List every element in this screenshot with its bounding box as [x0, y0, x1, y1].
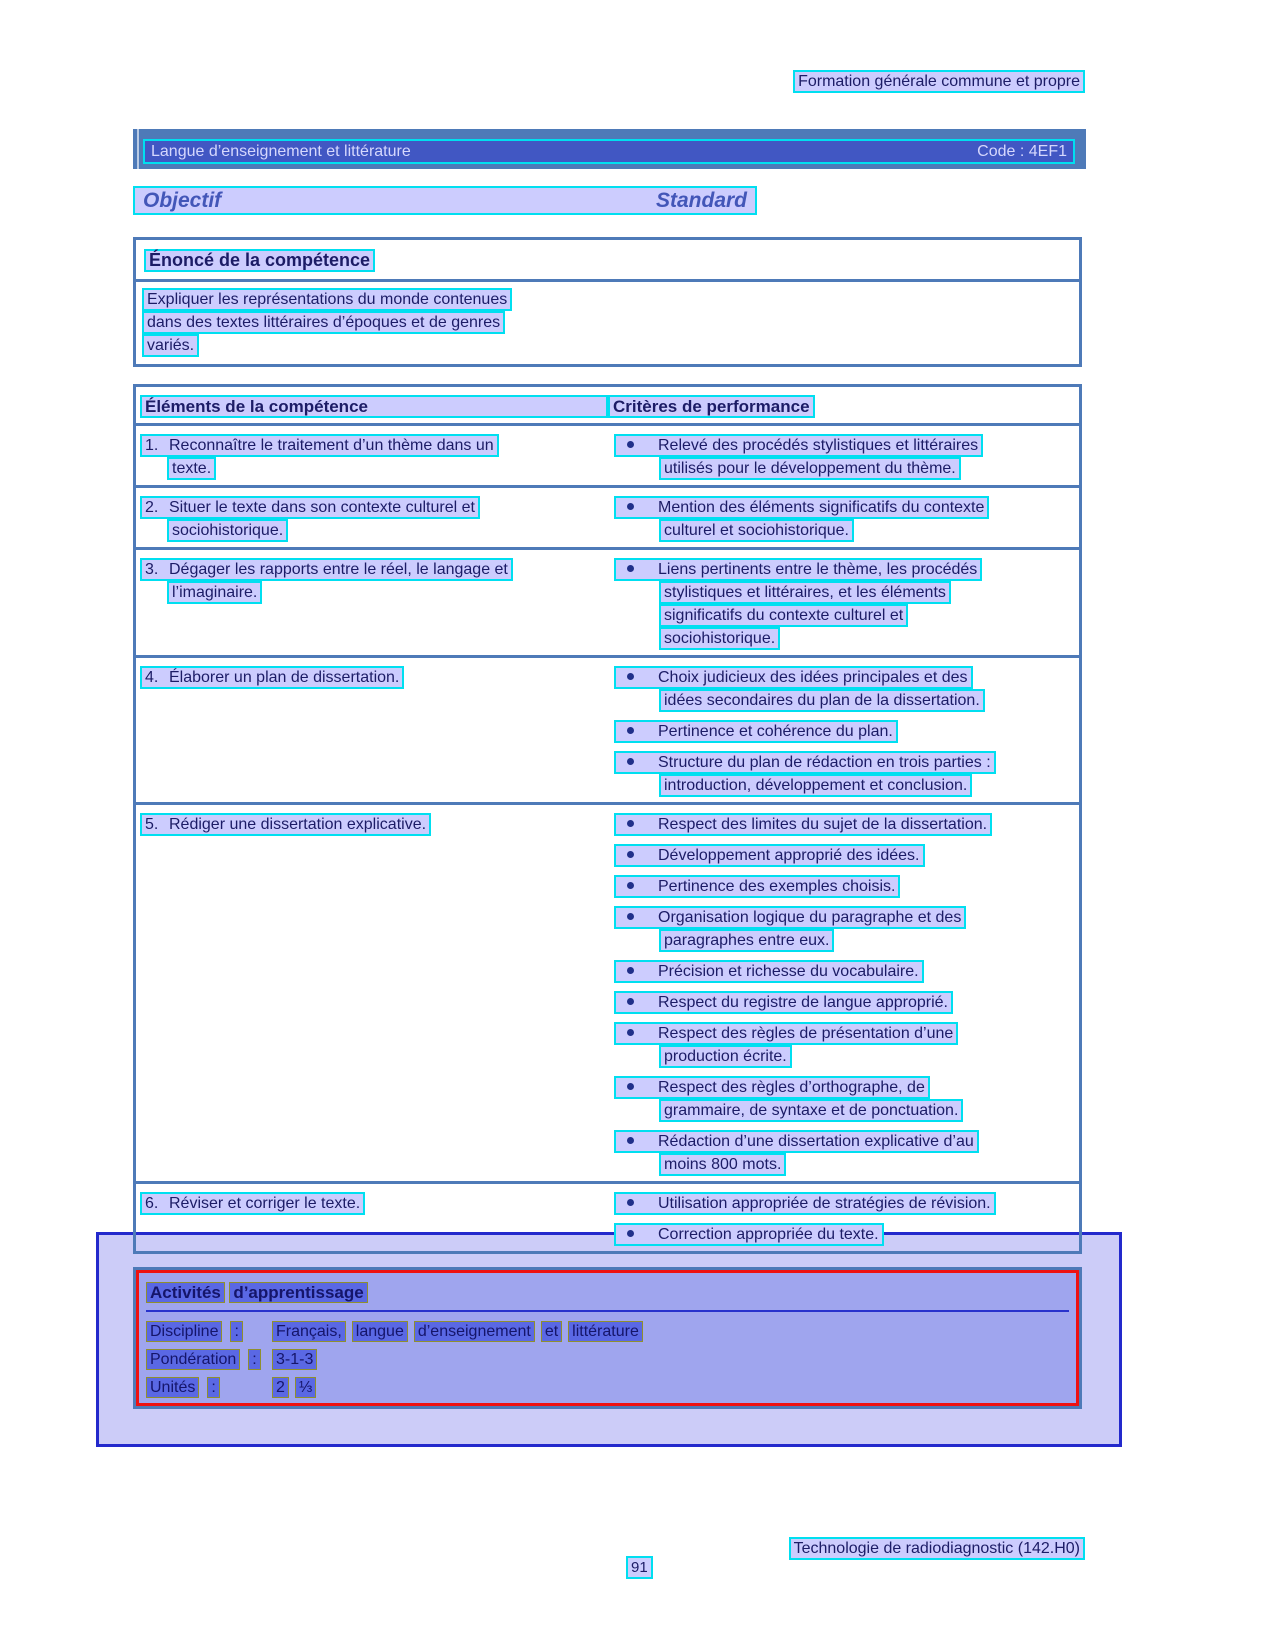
element-line: texte. [167, 457, 216, 480]
table-row [136, 550, 1079, 658]
element-line: sociohistorique. [167, 519, 288, 542]
criterion-line: Développement approprié des idées. [614, 844, 925, 867]
element-line: 6. Réviser et corriger le texte. [140, 1192, 365, 1215]
bullet-icon [627, 1029, 634, 1036]
criteria-cell [608, 813, 1079, 1176]
activity-values [272, 1377, 316, 1398]
criteria-cell [608, 558, 1079, 650]
activity-value-word: d’enseignement [414, 1321, 535, 1342]
element-line: 1. Reconnaître le traitement d’un thème dans un [140, 434, 499, 457]
activity-value-word: et [541, 1321, 562, 1342]
criterion [614, 906, 1079, 952]
learning-activities-header [146, 1280, 1069, 1312]
activity-value-word: Français, [272, 1321, 346, 1342]
competence-title: Énoncé de la compétence [144, 249, 375, 272]
criterion-line: Structure du plan de rédaction en trois parties : [614, 751, 996, 774]
bullet-icon [627, 1137, 634, 1144]
activity-value-word: langue [352, 1321, 408, 1342]
criterion [614, 558, 1079, 650]
criteria-cell [608, 496, 1079, 542]
element-number: 3. [145, 561, 159, 578]
criterion-line: Utilisation appropriée de stratégies de révision. [614, 1192, 996, 1215]
activity-colon: : [230, 1321, 242, 1342]
criterion-line: Liens pertinents entre le thème, les procédés [614, 558, 982, 581]
course-title-bar [133, 129, 1086, 169]
title-bar-divider [137, 129, 139, 169]
criterion [614, 991, 1079, 1014]
criterion-line: Rédaction d’une dissertation explicative d’au [614, 1130, 979, 1153]
element-line: 3. Dégager les rapports entre le réel, le langage et [140, 558, 513, 581]
table-header-row [136, 387, 1079, 426]
criterion [614, 1223, 1079, 1246]
activity-value-word: 3-1-3 [272, 1349, 317, 1370]
bullet-icon [627, 1199, 634, 1206]
bullet-icon [627, 503, 634, 510]
criteria-cell [608, 434, 1079, 480]
header-note: Formation générale commune et propre [793, 70, 1085, 93]
criterion-line: significatifs du contexte culturel et [659, 604, 908, 627]
criterion-line: idées secondaires du plan de la dissertation. [659, 689, 985, 712]
criteria-cell [608, 1192, 1079, 1246]
standard-heading: Standard [655, 188, 747, 212]
course-title-highlight [143, 139, 1075, 164]
competence-statement-line: dans des textes littéraires d’époques et de genres [142, 311, 505, 334]
element-cell [136, 434, 608, 480]
table-row [136, 805, 1079, 1184]
table-row [136, 488, 1079, 550]
table-row [136, 426, 1079, 488]
column-header-elements: Éléments de la compétence [140, 395, 608, 418]
element-number: 4. [145, 669, 159, 686]
activity-value-word: littérature [568, 1321, 643, 1342]
criterion-line: utilisés pour le développement du thème. [659, 457, 961, 480]
criteria-cell [608, 666, 1079, 797]
bullet-icon [627, 998, 634, 1005]
criterion-line: Mention des éléments significatifs du contexte [614, 496, 989, 519]
bullet-icon [627, 441, 634, 448]
element-line: 4. Élaborer un plan de dissertation. [140, 666, 404, 689]
elements-criteres-table [133, 384, 1082, 1254]
activity-label-word: Unités [146, 1377, 199, 1398]
course-code: Code : 4EF1 [977, 142, 1067, 160]
criterion-line: Organisation logique du paragraphe et des [614, 906, 966, 929]
bullet-icon [627, 565, 634, 572]
bullet-icon [627, 913, 634, 920]
learning-activities-red-frame [136, 1270, 1079, 1406]
element-line: 5. Rédiger une dissertation explicative. [140, 813, 431, 836]
activity-label [146, 1349, 272, 1370]
criterion-line: Respect des limites du sujet de la dissertation. [614, 813, 992, 836]
bullet-icon [627, 1083, 634, 1090]
element-cell [136, 558, 608, 650]
competence-box [133, 237, 1082, 367]
activity-rows [146, 1321, 1069, 1398]
footer-program: Technologie de radiodiagnostic (142.H0) [789, 1537, 1085, 1560]
table-row [136, 1184, 1079, 1251]
criterion-line: Respect du registre de langue approprié. [614, 991, 953, 1014]
objectif-standard-strip [133, 186, 757, 215]
bullet-icon [627, 673, 634, 680]
criterion-line: sociohistorique. [659, 627, 780, 650]
criterion [614, 960, 1079, 983]
objectif-heading: Objectif [143, 188, 222, 212]
activity-values [272, 1321, 643, 1342]
activity-value-word: 2 [272, 1377, 289, 1398]
criterion [614, 1130, 1079, 1176]
criterion [614, 844, 1079, 867]
bullet-icon [627, 727, 634, 734]
criterion [614, 1076, 1079, 1122]
column-header-criteres: Critères de performance [608, 395, 815, 418]
table-rows [136, 426, 1079, 1251]
activity-row [146, 1377, 1069, 1398]
element-cell [136, 813, 608, 1176]
element-cell [136, 1192, 608, 1246]
criterion-line: production écrite. [659, 1045, 792, 1068]
course-title: Langue d’enseignement et littérature [151, 142, 411, 160]
criterion [614, 813, 1079, 836]
criterion-line: Pertinence des exemples choisis. [614, 875, 900, 898]
criterion-line: Pertinence et cohérence du plan. [614, 720, 898, 743]
criterion [614, 751, 1079, 797]
criterion-line: Précision et richesse du vocabulaire. [614, 960, 924, 983]
criterion-line: Relevé des procédés stylistiques et littéraires [614, 434, 983, 457]
activity-colon: : [248, 1349, 260, 1370]
activity-label [146, 1377, 272, 1398]
learning-activities-title-word: d’apprentissage [229, 1282, 367, 1303]
bullet-icon [627, 1230, 634, 1237]
table-row [136, 658, 1079, 805]
element-cell [136, 496, 608, 542]
criterion-line: paragraphes entre eux. [659, 929, 834, 952]
element-number: 1. [145, 437, 159, 454]
criterion-line: grammaire, de syntaxe et de ponctuation. [659, 1099, 963, 1122]
criterion-line: Correction appropriée du texte. [614, 1223, 884, 1246]
bullet-icon [627, 851, 634, 858]
activity-values [272, 1349, 317, 1370]
element-number: 2. [145, 499, 159, 516]
competence-statement [136, 282, 1079, 364]
element-line: 2. Situer le texte dans son contexte culturel et [140, 496, 480, 519]
criterion [614, 875, 1079, 898]
criterion-line: Respect des règles de présentation d’une [614, 1022, 958, 1045]
criterion [614, 496, 1079, 542]
competence-box-header [136, 240, 1079, 282]
criterion-line: stylistiques et littéraires, et les éléments [659, 581, 951, 604]
element-number: 5. [145, 816, 159, 833]
learning-activities-panel [133, 1267, 1082, 1409]
criterion-line: moins 800 mots. [659, 1153, 786, 1176]
criterion-line: Respect des règles d’orthographe, de [614, 1076, 930, 1099]
page-number: 91 [626, 1556, 653, 1579]
criterion [614, 1022, 1079, 1068]
bullet-icon [627, 967, 634, 974]
element-number: 6. [145, 1195, 159, 1212]
criterion [614, 666, 1079, 712]
activity-label-word: Pondération [146, 1349, 240, 1370]
competence-statement-line: variés. [142, 334, 199, 357]
bullet-icon [627, 882, 634, 889]
criterion [614, 434, 1079, 480]
criterion-line: Choix judicieux des idées principales et des [614, 666, 973, 689]
activity-value-word: ⅓ [295, 1377, 316, 1398]
criterion [614, 720, 1079, 743]
criterion-line: introduction, développement et conclusion. [659, 774, 972, 797]
activity-label-word: Discipline [146, 1321, 222, 1342]
learning-activities-title-word: Activités [146, 1282, 225, 1303]
element-cell [136, 666, 608, 797]
activity-colon: : [207, 1377, 219, 1398]
activity-row [146, 1321, 1069, 1342]
bullet-icon [627, 758, 634, 765]
activity-label [146, 1321, 272, 1342]
criterion-line: culturel et sociohistorique. [659, 519, 854, 542]
element-line: l’imaginaire. [167, 581, 262, 604]
criterion [614, 1192, 1079, 1215]
competence-statement-line: Expliquer les représentations du monde contenues [142, 288, 512, 311]
bullet-icon [627, 820, 634, 827]
activity-row [146, 1349, 1069, 1370]
